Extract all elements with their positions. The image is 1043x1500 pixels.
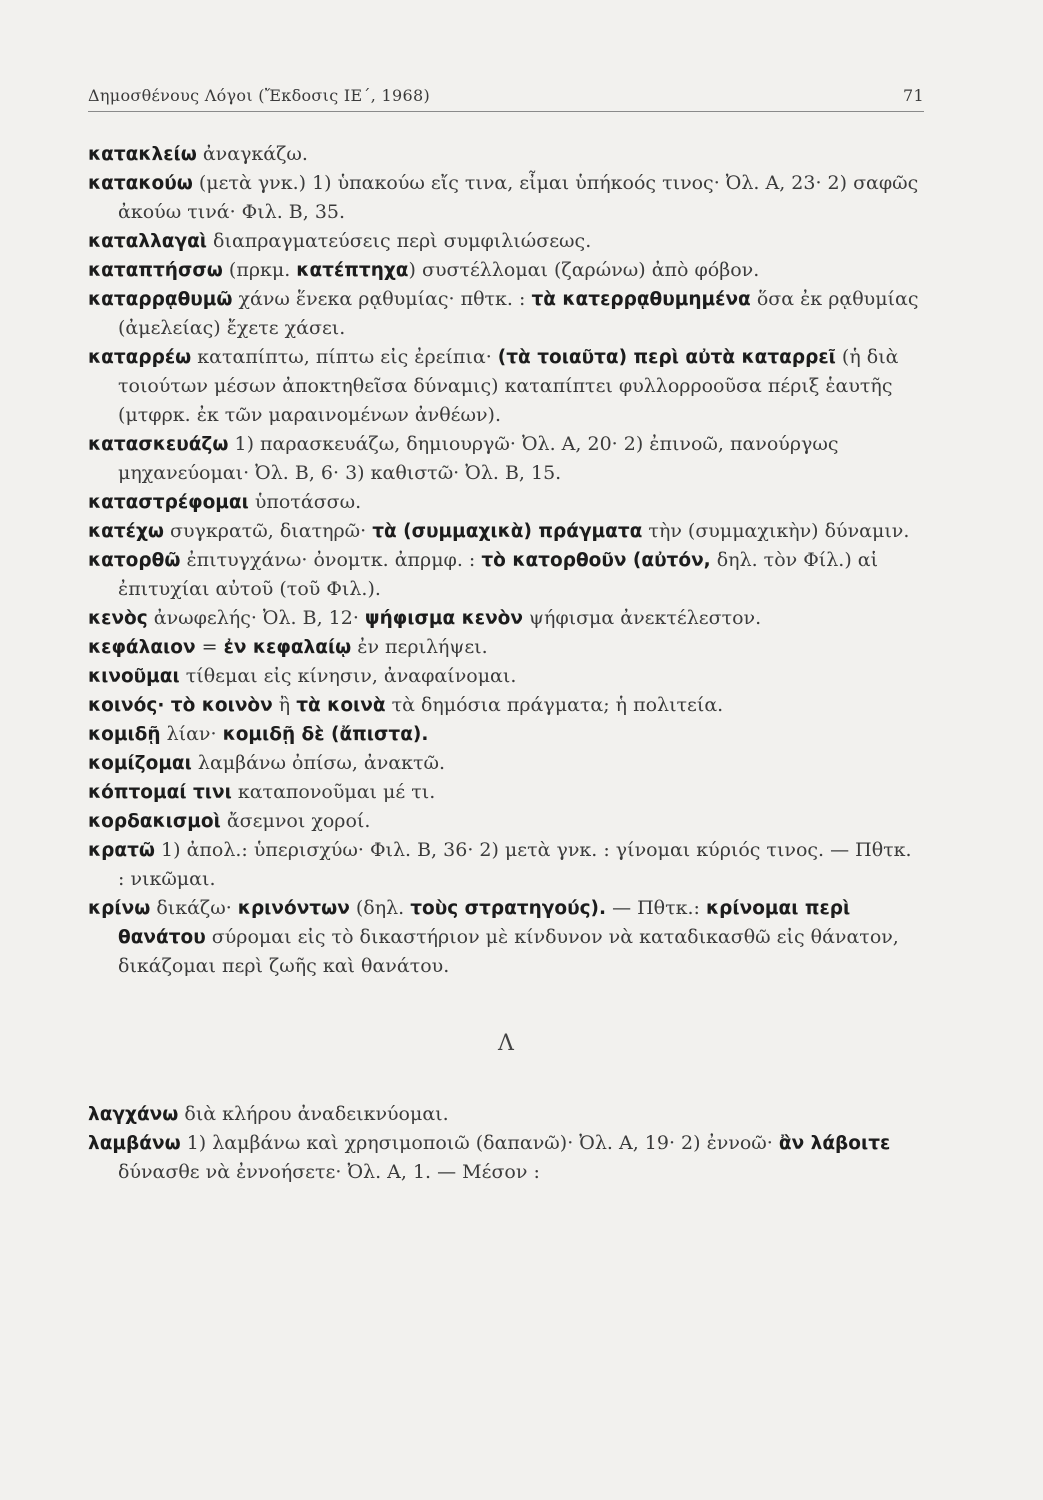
- entry-headword: τὰ κατερρᾳθυμημένα: [531, 289, 751, 310]
- entry-headword: κεφάλαιον: [88, 637, 196, 658]
- glossary-entry: [88, 517, 924, 546]
- entry-definition: διαπραγματεύσεις περὶ συμφιλιώσεως.: [207, 230, 592, 252]
- entry-headword: κομίζομαι: [88, 753, 192, 774]
- entry-definition: ὅσα ἐκ ρᾳθυμίας (ἀμελείας) ἔχετε χάσει.: [118, 288, 919, 339]
- entry-headword: κινοῦμαι: [88, 666, 180, 687]
- entry-headword: (τὰ τοιαῦτα) περὶ αὐτὰ καταρρεῖ: [497, 347, 836, 368]
- page-number: 71: [903, 86, 924, 105]
- entry-headword: κομιδῇ δὲ (ἄπιστα).: [222, 724, 429, 745]
- glossary-entry: [88, 1129, 924, 1187]
- glossary-entry: [88, 546, 924, 604]
- entry-definition: (μετὰ γνκ.) 1) ὑπακούω εἴς τινα, εἶμαι ὑπήκοός τινος· Ὀλ. Α, 23· 2) σαφῶς ἀκούω τινά· Φιλ. Β, 35.: [118, 172, 919, 223]
- entry-headword: κρατῶ: [88, 840, 155, 861]
- entry-definition: σύρομαι εἰς τὸ δικαστήριον μὲ κίνδυνον νὰ καταδικασθῶ εἰς θάνατον, δικάζομαι περὶ ζωῆς καὶ θανάτου.: [118, 926, 899, 977]
- glossary-entry: [88, 488, 924, 517]
- entry-definition: ὑποτάσσω.: [248, 491, 362, 513]
- glossary-entry: [88, 285, 924, 343]
- entry-definition: ἐν περιλήψει.: [351, 636, 488, 658]
- entry-headword: κατέπτηχα: [296, 260, 409, 281]
- glossary-entry: [88, 807, 924, 836]
- glossary-body: [88, 140, 924, 1187]
- entry-headword: λαμβάνω: [88, 1133, 181, 1154]
- entry-definition: καταπίπτω, πίπτω εἰς ἐρείπια·: [191, 346, 498, 368]
- glossary-entry: [88, 633, 924, 662]
- glossary-entry: [88, 894, 924, 981]
- entry-headword: κοινός· τὸ κοινὸν: [88, 695, 273, 716]
- entry-definition: ) συστέλλομαι (ζαρώνω) ἀπὸ φόβον.: [408, 259, 760, 281]
- entry-definition: — Πθτκ.:: [606, 897, 706, 919]
- glossary-entry: [88, 169, 924, 227]
- glossary-section-l: [88, 1100, 924, 1187]
- entry-headword: τὰ (συμμαχικὰ) πράγματα: [372, 521, 643, 542]
- entry-definition: =: [195, 636, 224, 658]
- entry-definition: (πρκμ.: [222, 259, 297, 281]
- entry-definition: ἀναγκάζω.: [196, 143, 308, 165]
- entry-headword: κρίνω: [88, 898, 151, 919]
- section-letter-heading: Λ: [498, 1031, 514, 1056]
- glossary-entry: [88, 720, 924, 749]
- entry-headword: τοὺς στρατηγούς).: [410, 898, 607, 919]
- entry-headword: κατασκευάζω: [88, 434, 229, 455]
- entry-definition: τίθεμαι εἰς κίνησιν, ἀναφαίνομαι.: [179, 665, 517, 687]
- entry-headword: κορδακισμοὶ: [88, 811, 221, 832]
- entry-definition: λίαν·: [160, 723, 223, 745]
- glossary-entry: [88, 749, 924, 778]
- entry-headword: κατακλείω: [88, 144, 197, 165]
- entry-headword: ἐν κεφαλαίῳ: [223, 637, 352, 658]
- entry-definition: ἐπιτυγχάνω· ὀνομτκ. ἀπρμφ. :: [180, 549, 482, 571]
- entry-definition: ἢ: [272, 694, 297, 716]
- entry-headword: ἂν λάβοιτε: [778, 1133, 891, 1154]
- glossary-entry: [88, 691, 924, 720]
- entry-definition: δύνασθε νὰ ἐννοήσετε· Ὀλ. Α, 1. — Μέσον :: [118, 1161, 540, 1183]
- entry-headword: κατέχω: [88, 521, 164, 542]
- entry-definition: τὰ δημόσια πράγματα; ἡ πολιτεία.: [385, 694, 724, 716]
- glossary-entry: [88, 836, 924, 894]
- entry-definition: δικάζω·: [150, 897, 238, 919]
- entry-headword: καταρρέω: [88, 347, 192, 368]
- entry-headword: καταστρέφομαι: [88, 492, 249, 513]
- glossary-entry: [88, 343, 924, 430]
- entry-headword: ψήφισμα κενὸν: [364, 608, 523, 629]
- entry-definition: δηλ. τὸν Φίλ.) αἱ ἐπιτυχίαι αὐτοῦ (τοῦ Φιλ.).: [118, 549, 879, 600]
- entry-headword: κρίνομαι περὶ θανάτου: [118, 898, 851, 948]
- entry-definition: διὰ κλήρου ἀναδεικνύομαι.: [178, 1103, 449, 1125]
- entry-headword: κενὸς: [88, 608, 148, 629]
- entry-headword: καταλλαγαὶ: [88, 231, 208, 252]
- entry-definition: 1) παρασκευάζω, δημιουργῶ· Ὀλ. Α, 20· 2) ἐπινοῶ, πανούργως μηχανεύομαι· Ὀλ. Β, 6· 3) καθιστῶ· Ὀλ. Β, 15.: [118, 433, 839, 484]
- glossary-entry: [88, 140, 924, 169]
- entry-headword: καταπτήσσω: [88, 260, 223, 281]
- entry-headword: καταρρᾳθυμῶ: [88, 289, 233, 310]
- glossary-entry: [88, 604, 924, 633]
- entry-definition: ψήφισμα ἀνεκτέλεστον.: [523, 607, 762, 629]
- running-header: [88, 86, 924, 112]
- glossary-entry: [88, 256, 924, 285]
- header-title: Δημοσθένους Λόγοι (Ἔκδοσις ΙΕ΄, 1968): [88, 86, 431, 105]
- entry-definition: χάνω ἕνεκα ρᾳθυμίας· πθτκ. :: [232, 288, 532, 310]
- entry-headword: τὰ κοινὰ: [296, 695, 386, 716]
- glossary-section-k: [88, 140, 924, 981]
- entry-definition: τὴν (συμμαχικὴν) δύναμιν.: [642, 520, 910, 542]
- entry-headword: κομιδῇ: [88, 724, 161, 745]
- entry-definition: συγκρατῶ, διατηρῶ·: [163, 520, 373, 542]
- entry-headword: κόπτομαί τινι: [88, 782, 232, 803]
- entry-definition: ἄσεμνοι χοροί.: [220, 810, 371, 832]
- entry-headword: κρινόντων: [237, 898, 350, 919]
- entry-headword: κατορθῶ: [88, 550, 181, 571]
- entry-definition: 1) λαμβάνω καὶ χρησιμοποιῶ (δαπανῶ)· Ὀλ. Α, 19· 2) ἐννοῶ·: [180, 1132, 779, 1154]
- entry-definition: 1) ἀπολ.: ὑπερισχύω· Φιλ. Β, 36· 2) μετὰ γνκ. : γίνομαι κύριός τινος. — Πθτκ. : νικῶμαι.: [118, 839, 912, 890]
- entry-headword: λαγχάνω: [88, 1104, 179, 1125]
- entry-definition: (δηλ.: [349, 897, 411, 919]
- entry-definition: λαμβάνω ὀπίσω, ἀνακτῶ.: [191, 752, 446, 774]
- entry-definition: ἀνωφελής· Ὀλ. Β, 12·: [147, 607, 365, 629]
- glossary-entry: [88, 227, 924, 256]
- glossary-entry: [88, 1100, 924, 1129]
- entry-headword: κατακούω: [88, 173, 193, 194]
- entry-definition: καταπονοῦμαι μέ τι.: [231, 781, 436, 803]
- entry-definition: (ἡ διὰ τοιούτων μέσων ἀποκτηθεῖσα δύναμις) καταπίπτει φυλλορροοῦσα πέριξ ἑαυτῆς (μτφρκ. ἐκ τῶν μαραινομένων ἀνθέων).: [118, 346, 899, 426]
- entry-headword: τὸ κατορθοῦν (αὐτόν,: [481, 550, 711, 571]
- glossary-entry: [88, 662, 924, 691]
- glossary-entry: [88, 778, 924, 807]
- glossary-entry: [88, 430, 924, 488]
